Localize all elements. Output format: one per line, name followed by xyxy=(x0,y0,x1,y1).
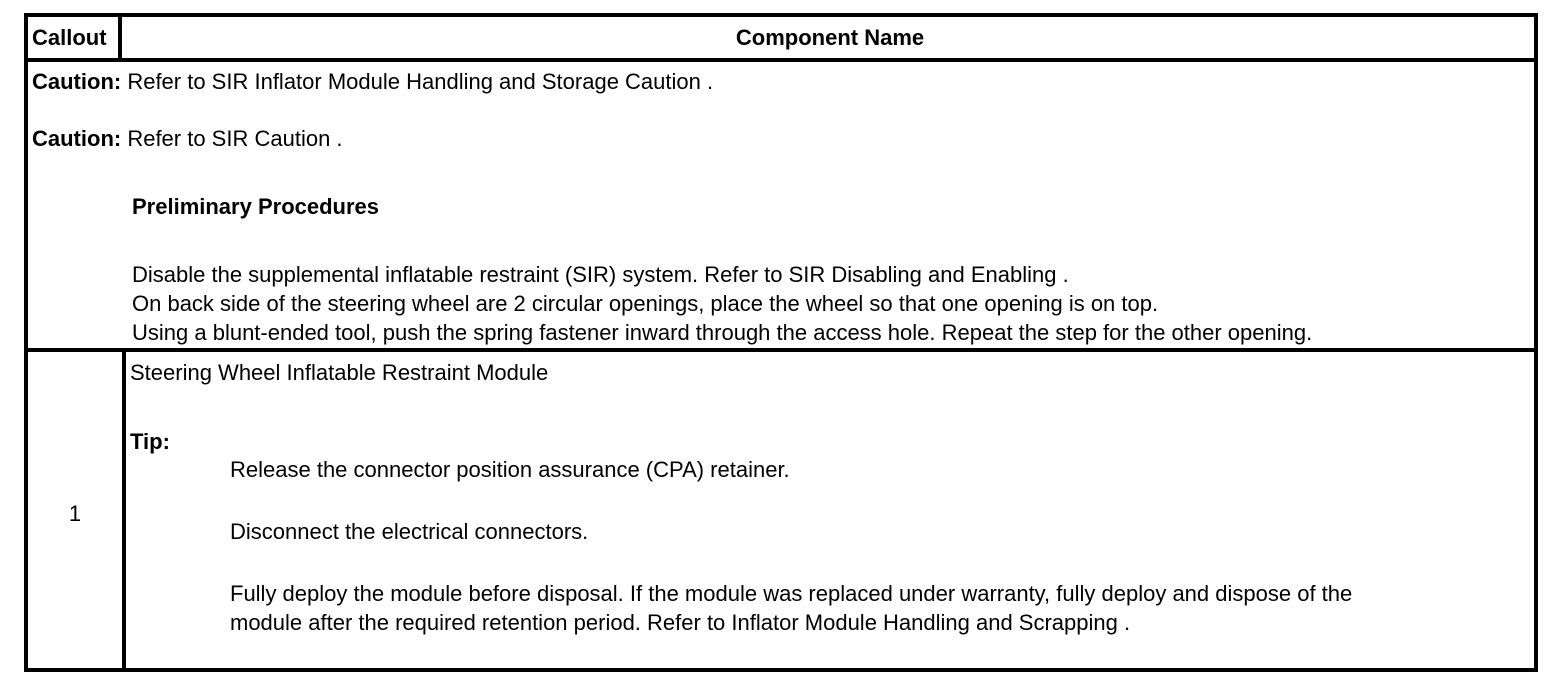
caution-text: Refer to SIR Caution . xyxy=(121,126,343,151)
tip-item: Release the connector position assurance (CPA) retainer. xyxy=(230,457,790,482)
preliminary-heading: Preliminary Procedures xyxy=(132,194,380,219)
callout-cell xyxy=(28,352,126,668)
table-row xyxy=(28,352,1534,668)
tip-label: Tip: xyxy=(130,429,170,454)
caution-row xyxy=(28,62,1534,352)
table-header xyxy=(28,17,1534,62)
caution-text: Refer to SIR Inflator Module Handling and Storage Caution . xyxy=(121,69,714,94)
preliminary-step: On back side of the steering wheel are 2 circular openings, place the wheel so that one opening is on top. xyxy=(132,291,1159,316)
caution-line xyxy=(32,126,343,152)
component-name: Steering Wheel Inflatable Restraint Module xyxy=(130,360,549,385)
tip-item: Disconnect the electrical connectors. xyxy=(230,519,589,544)
preliminary-step: Using a blunt-ended tool, push the spring fastener inward through the access hole. Repeat the step for the other opening. xyxy=(132,320,1313,345)
preliminary-step: Disable the supplemental inflatable restraint (SIR) system. Refer to SIR Disabling and Enabling . xyxy=(132,262,1069,287)
caution-label: Caution: xyxy=(32,69,122,94)
tip-item: Fully deploy the module before disposal. If the module was replaced under warranty, fully deploy and dispose of the xyxy=(230,581,1353,606)
callout-column-header: Callout xyxy=(28,17,122,58)
callout-number: 1 xyxy=(68,501,82,526)
tip-item: module after the required retention period. Refer to Inflator Module Handling and Scrapping . xyxy=(230,610,1131,635)
caution-line xyxy=(32,69,713,95)
procedure-table xyxy=(24,13,1538,672)
component-name-column-header: Component Name xyxy=(735,25,925,50)
caution-label: Caution: xyxy=(32,126,122,151)
